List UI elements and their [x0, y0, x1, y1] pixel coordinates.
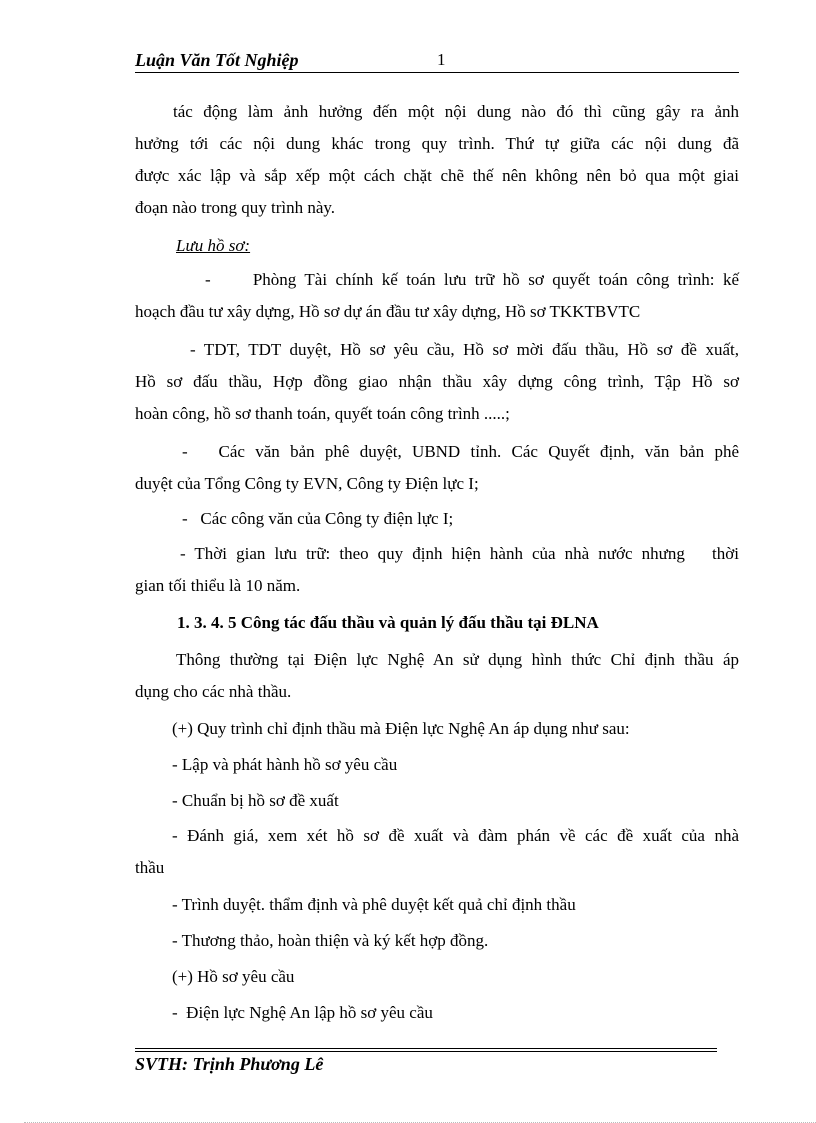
item5-line2: gian tối thiểu là 10 năm.	[135, 576, 301, 595]
section-heading: 1. 3. 4. 5 Công tác đấu thầu và quản lý đấu thầu tại ĐLNA	[177, 613, 599, 632]
footer-rule-double	[135, 1051, 717, 1052]
luu-ho-so-heading: Lưu hồ sơ:	[176, 236, 251, 255]
item3-line2: duyệt của Tổng Công ty EVN, Công ty Điện lực I;	[135, 474, 479, 493]
item5-line1: - Thời gian lưu trữ: theo quy định hiện hành của nhà nước nhưng thời	[180, 544, 739, 563]
para1-line4: đoạn nào trong quy trình này.	[135, 198, 336, 217]
item2-line1: - TDT, TDT duyệt, Hồ sơ yêu cầu, Hồ sơ mời đấu thầu, Hồ sơ đề xuất,	[190, 340, 739, 359]
item1-line1: - Phòng Tài chính kế toán lưu trữ hồ sơ quyết toán công trình: kế	[205, 270, 739, 289]
step3-line2: thầu	[135, 858, 165, 877]
step5: - Thương thảo, hoàn thiện và ký kết hợp đồng.	[172, 931, 489, 950]
step4: - Trình duyệt. thẩm định và phê duyệt kết quả chỉ định thầu	[172, 895, 576, 914]
footer-author: SVTH: Trịnh Phương Lê	[135, 1054, 324, 1074]
step1: - Lập và phát hành hồ sơ yêu cầu	[172, 755, 398, 774]
header-title: Luận Văn Tốt Nghiệp	[135, 50, 299, 70]
para1-line2: hưởng tới các nội dung khác trong quy trình. Thứ tự giữa các nội dung đã	[135, 134, 739, 153]
footer-rule	[135, 1048, 717, 1049]
last-line: - Điện lực Nghệ An lập hồ sơ yêu cầu	[172, 1003, 433, 1022]
page-number: 1	[437, 50, 446, 69]
ho-so-yeu-cau-heading: (+) Hồ sơ yêu cầu	[172, 967, 295, 986]
para2-line2: dụng cho các nhà thầu.	[135, 682, 292, 701]
item4-line: - Các công văn của Công ty điện lực I;	[182, 509, 454, 528]
para1-line1: tác động làm ảnh hưởng đến một nội dung nào đó thì cũng gây ra ảnh	[173, 102, 739, 121]
item1-line2: hoạch đầu tư xây dựng, Hồ sơ dự án đầu tư xây dựng, Hồ sơ TKKTBVTC	[135, 302, 641, 321]
step3-line1: - Đánh giá, xem xét hồ sơ đề xuất và đàm phán về các đề xuất của nhà	[172, 826, 739, 845]
item2-line2: Hồ sơ đấu thầu, Hợp đồng giao nhận thầu xây dựng công trình, Tập Hồ sơ	[135, 372, 739, 391]
item3-line1: - Các văn bản phê duyệt, UBND tỉnh. Các Quyết định, văn bản phê	[182, 442, 739, 461]
para2-line1: Thông thường tại Điện lực Nghệ An sử dụng hình thức Chỉ định thầu áp	[176, 650, 739, 669]
item2-line3: hoàn công, hồ sơ thanh toán, quyết toán công trình .....;	[135, 404, 510, 423]
para1-line3: được xác lập và sắp xếp một cách chặt chẽ thế nên không nên bỏ qua một giai	[135, 166, 739, 185]
page-header	[135, 48, 739, 73]
step2: - Chuẩn bị hồ sơ đề xuất	[172, 791, 339, 810]
procedure-intro: (+) Quy trình chỉ định thầu mà Điện lực Nghệ An áp dụng như sau:	[172, 719, 630, 738]
